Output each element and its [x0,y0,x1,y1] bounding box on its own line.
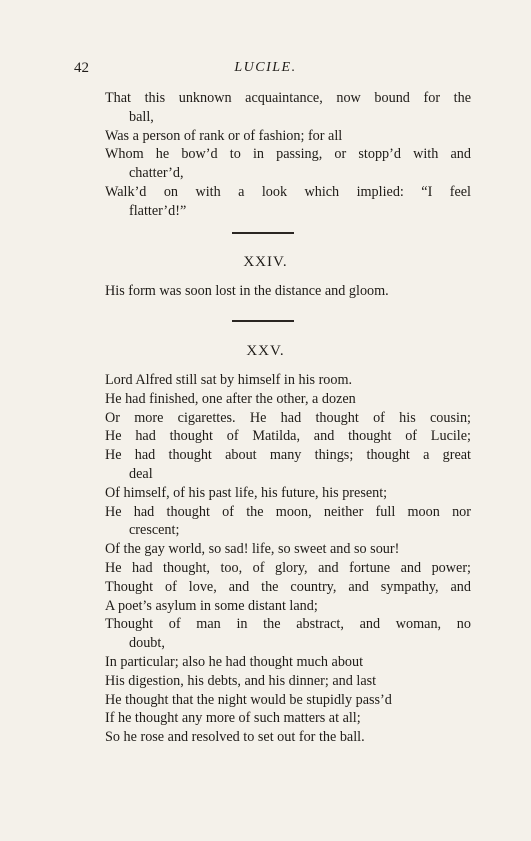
text-line: In particular; also he had thought much about [105,653,364,670]
stanza-23-continuation [105,89,471,221]
text-line: ball, [129,108,154,125]
text-line: That this unknown acquaintance, now bound for the [105,90,471,106]
text-line: flatter’d!” [129,202,187,219]
text-line: He had thought, too, of glory, and fortune and power; [105,559,471,576]
text-line: A poet’s asylum in some distant land; [105,597,318,614]
text-line: deal [129,465,153,482]
text-line: Of himself, of his past life, his future, his present; [105,484,388,501]
text-line: Thought of man in the abstract, and woman, no [105,616,471,633]
text-line: His form was soon lost in the distance and gloom. [105,283,389,299]
text-line: If he thought any more of such matters at all; [105,710,361,727]
section-heading-24: XXIV. [243,254,288,270]
text-line: He had thought of Matilda, and thought of Lucile; [105,428,471,445]
text-line: crescent; [129,522,180,539]
text-line: Or more cigarettes. He had thought of his cousin; [105,409,471,426]
section-heading-25: XXV. [246,343,285,359]
text-line: His digestion, his debts, and his dinner; and last [105,672,377,689]
text-line: chatter’d, [129,165,184,182]
page-number: 42 [74,60,89,76]
section-divider [232,320,294,322]
text-line: So he rose and resolved to set out for the ball. [105,729,365,746]
section-24-text [105,282,471,301]
text-line: He had thought of the moon, neither full moon nor [105,503,471,520]
text-line: He had thought about many things; thought a great [105,447,471,464]
text-line: Of the gay world, so sad! life, so sweet and so sour! [105,541,400,558]
running-title: LUCILE. [234,60,297,75]
text-line: Walk’d on with a look which implied: “I feel [105,183,471,200]
section-divider [232,232,294,234]
text-line: Lord Alfred still sat by himself in his room. [105,372,353,388]
section-25-text [105,371,471,747]
text-line: doubt, [129,635,165,652]
page-header [0,60,531,80]
text-line: He had finished, one after the other, a dozen [105,390,356,407]
text-line: Whom he bow’d to in passing, or stopp’d with and [105,146,471,163]
text-line: He thought that the night would be stupidly pass’d [105,691,392,708]
text-line: Was a person of rank or of fashion; for all [105,127,343,144]
text-line: Thought of love, and the country, and sympathy, and [105,578,471,595]
